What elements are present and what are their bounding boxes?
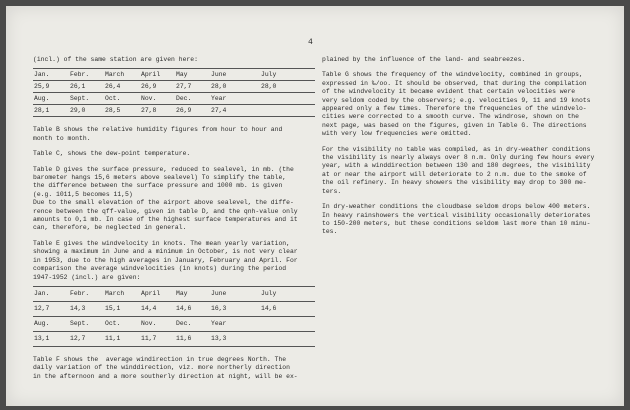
paragraph-table-c: Table C, shows the dew-point temperature. [33,150,191,158]
left-column [33,56,323,388]
paragraph-table-e: Table E gives the windvelocity in knots. The mean yearly variation, showing a maximum in June and a minimum in October, is not very clear in 1953, due to the high averages in January, February and April. For comparison the average windvelocities (in knots) during the period 1947-1952 (incl.) are given: [33,239,298,281]
paragraph-visibility: For the visibility no table was compiled, as in dry-weather conditions the visibility is nearly always over 8 n.m. Only during few hours every year, with a winddirection between 130 and 180 degrees, the visibility at or near the airport will deteriorate to 2 n.m. due to the smoke of the oil refinery. In heavy showers the visibility may drop to 300 me- ters. [322,145,595,195]
table-cell: May [175,286,210,301]
table-cell: 15,1 [104,301,140,316]
table-cell: 13,1 [33,331,69,346]
table-row [33,331,315,346]
temperature-table [33,68,315,117]
table-cell: 12,7 [69,331,104,346]
table-cell [260,316,315,331]
table-cell: 11,1 [104,331,140,346]
table-cell: 28,0 [260,81,315,93]
table-row [33,286,315,301]
table-cell: Aug. [33,93,69,105]
table-cell [260,93,315,105]
table-row [33,81,315,93]
table-cell: 25,9 [33,81,69,93]
document-page [6,6,624,406]
table-cell: Sept. [69,93,104,105]
table-cell: June [210,286,260,301]
table-cell: 16,3 [210,301,260,316]
table-cell: 28,5 [104,105,140,117]
table-cell: Jan. [33,286,69,301]
paragraph-table-d: Table D gives the surface pressure, reduced to sealevel, in mb. (the barometer hangs 15,6 meters above sealevel) To simplify the table, the difference between the surface pressure and 1000 mb. is given (e.g. 1011,5 becomes 11,5) Due to the small elevation of the airport above sealevel, the diffe- rence between the qff-value, given in table D, and the qnh-value only amounts to 0,1 mb. In case of the highest surface temperatures and it can, therefore, be neglected in general. [33,165,298,232]
windvelocity-table [33,286,315,347]
table-cell: Jan. [33,69,69,81]
table-cell: 12,7 [33,301,69,316]
table-cell: March [104,69,140,81]
table-cell: 26,4 [104,81,140,93]
paragraph-table-f: Table F shows the average windirection in true degrees North. The daily variation of the winddirection, viz. more northerly direction in the afternoon and a more southerly direction at night, will be ex- [33,355,298,380]
table-row [33,316,315,331]
table-cell: 29,0 [69,105,104,117]
table-cell: 26,9 [175,105,210,117]
table-cell: 14,6 [175,301,210,316]
table-cell: 27,4 [210,105,260,117]
table-cell: 14,4 [140,301,175,316]
table-cell: 27,7 [175,81,210,93]
table-cell: June [210,69,260,81]
table-cell: 28,1 [33,105,69,117]
table-cell: July [260,286,315,301]
table-cell: Dec. [175,316,210,331]
table-cell: April [140,69,175,81]
table-cell: 11,6 [175,331,210,346]
table-cell: July [260,69,315,81]
table-cell: Febr. [69,69,104,81]
intro-line: (incl.) of the same station are given here: [33,56,198,63]
table-cell: 28,0 [210,81,260,93]
table-row [33,93,315,105]
table-cell: 13,3 [210,331,260,346]
table-cell: Oct. [104,316,140,331]
table-cell: 14,6 [260,301,315,316]
table-cell: May [175,69,210,81]
page-number: 4 [308,38,313,47]
table-row [33,105,315,117]
table-row [33,301,315,316]
table-cell: Aug. [33,316,69,331]
table-cell: Year [210,316,260,331]
paragraph-cloudbase: In dry-weather conditions the cloudbase seldom drops below 400 meters. In heavy rainshowers the vertical visibility occasionally deteriorates to 150-200 meters, but these conditions seldom last more than 10 minu- tes. [322,203,591,236]
table-cell: Febr. [69,286,104,301]
table-cell: Dec. [175,93,210,105]
table-cell: 26,1 [69,81,104,93]
table-cell [260,105,315,117]
right-column [322,56,614,244]
paragraph-table-g: Table G shows the frequency of the windvelocity, combined in groups, expressed in ‰/oo. It should be observed, that during the compilation of the windvelocity it became evident that certain velocities were very seldom coded by the observers; e.g. velocities 9, 11 and 19 knots appeared only a few times. Therefore the frequencies of the windvelo- cities were corrected to a smooth curve. The windrose, shown on the next page, was based on the figures, given in Table G. The directions with very low frequencies were omitted. [322,71,591,138]
table-cell [260,331,315,346]
table-cell: April [140,286,175,301]
paragraph-table-b: Table B shows the relative humidity figures from hour to hour and month to month. [33,126,283,142]
paragraph-continuation: plained by the influence of the land- and seabreezes. [322,56,526,63]
table-cell: Nov. [140,93,175,105]
table-cell: 27,8 [140,105,175,117]
table-cell: March [104,286,140,301]
table-cell: Nov. [140,316,175,331]
table-cell: Sept. [69,316,104,331]
table-row [33,69,315,81]
table-cell: Year [210,93,260,105]
table-cell: 26,9 [140,81,175,93]
table-cell: 14,3 [69,301,104,316]
table-cell: Oct. [104,93,140,105]
table-cell: 11,7 [140,331,175,346]
